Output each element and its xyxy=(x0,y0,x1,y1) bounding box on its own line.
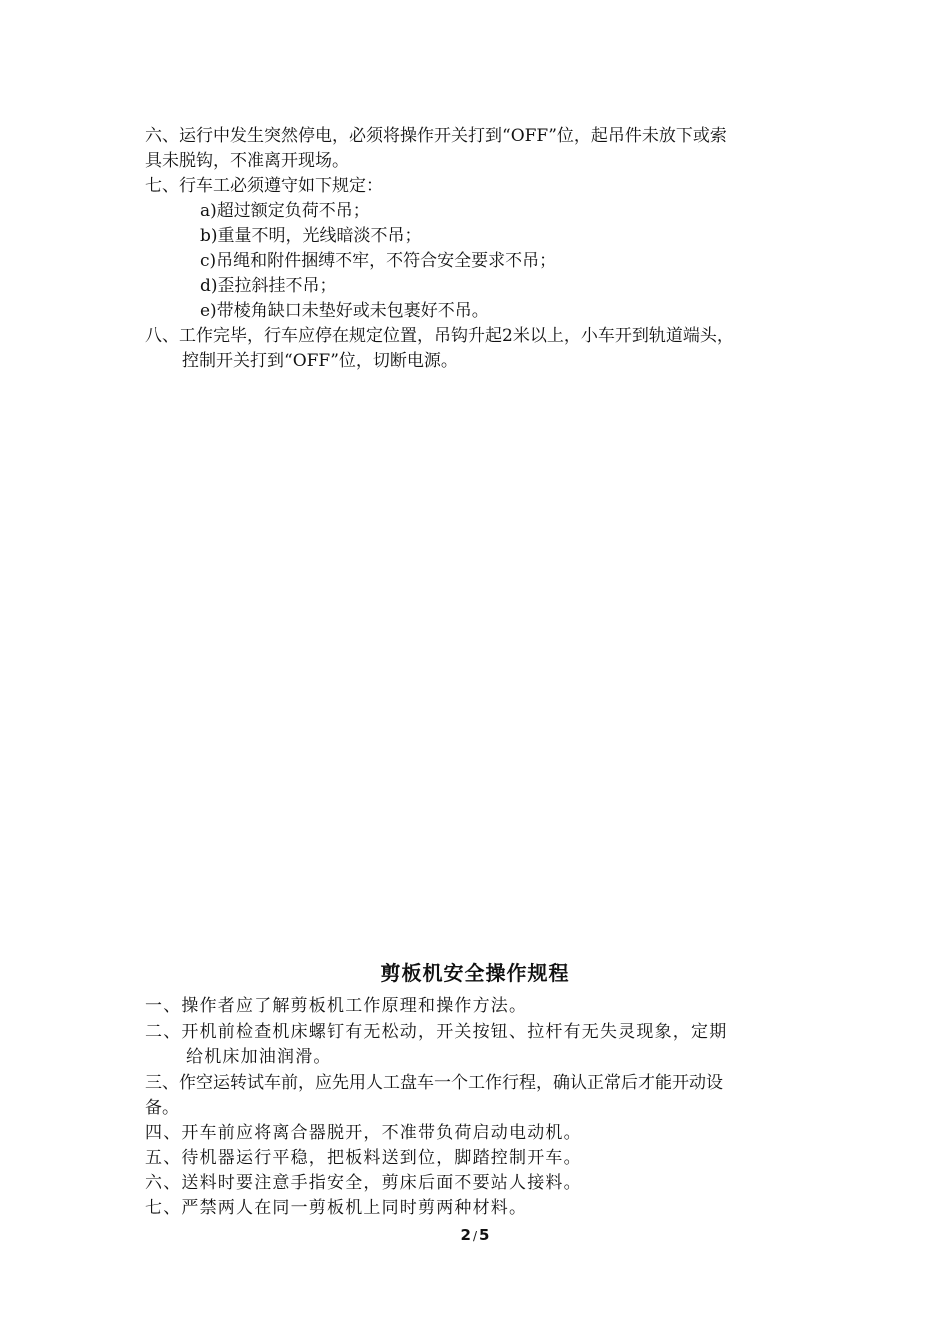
rule-7-sub-d: d)歪拉斜挂不吊； xyxy=(200,276,337,296)
page-separator: / xyxy=(472,1229,478,1243)
total-pages: 5 xyxy=(479,1226,490,1244)
shear-rule-2-line-1: 二、开机前检查机床螺钉有无松动，开关按钮、拉杆有无失灵现象，定期 xyxy=(145,1022,728,1042)
current-page: 2 xyxy=(460,1226,471,1244)
rule-7-sub-b: b)重量不明，光线暗淡不吊； xyxy=(200,226,422,246)
rule-6-line-1: 六、运行中发生突然停电，必须将操作开关打到“OFF”位，起吊件未放下或索 xyxy=(145,126,727,146)
section-title: 剪板机安全操作规程 xyxy=(380,961,570,985)
page-number xyxy=(0,1226,950,1244)
rule-8-line-2: 控制开关打到“OFF”位，切断电源。 xyxy=(182,351,458,371)
shear-rule-3-line-1: 三、作空运转试车前，应先用人工盘车一个工作行程，确认正常后才能开动设 xyxy=(145,1073,723,1093)
rule-7-sub-e: e)带棱角缺口未垫好或未包裹好不吊。 xyxy=(200,301,489,321)
shear-rule-6: 六、送料时要注意手指安全，剪床后面不要站人接料。 xyxy=(145,1173,582,1193)
rule-6-line-2: 具未脱钩，不准离开现场。 xyxy=(145,151,349,171)
shear-rule-4: 四、开车前应将离合器脱开，不准带负荷启动电动机。 xyxy=(145,1123,582,1143)
shear-rule-1: 一、操作者应了解剪板机工作原理和操作方法。 xyxy=(145,996,528,1016)
shear-rule-5: 五、待机器运行平稳，把板料送到位，脚踏控制开车。 xyxy=(145,1148,582,1168)
shear-rule-2-line-2: 给机床加油润滑。 xyxy=(186,1047,332,1067)
rule-7: 七、行车工必须遵守如下规定： xyxy=(145,176,383,196)
rule-7-sub-c: c)吊绳和附件捆缚不牢，不符合安全要求不吊； xyxy=(200,251,557,271)
rule-7-sub-a: a)超过额定负荷不吊； xyxy=(200,201,370,221)
shear-rule-7: 七、严禁两人在同一剪板机上同时剪两种材料。 xyxy=(145,1198,528,1218)
shear-rule-3-line-2: 备。 xyxy=(145,1098,179,1118)
rule-8-line-1: 八、工作完毕，行车应停在规定位置，吊钩升起2米以上，小车开到轨道端头， xyxy=(145,326,734,346)
